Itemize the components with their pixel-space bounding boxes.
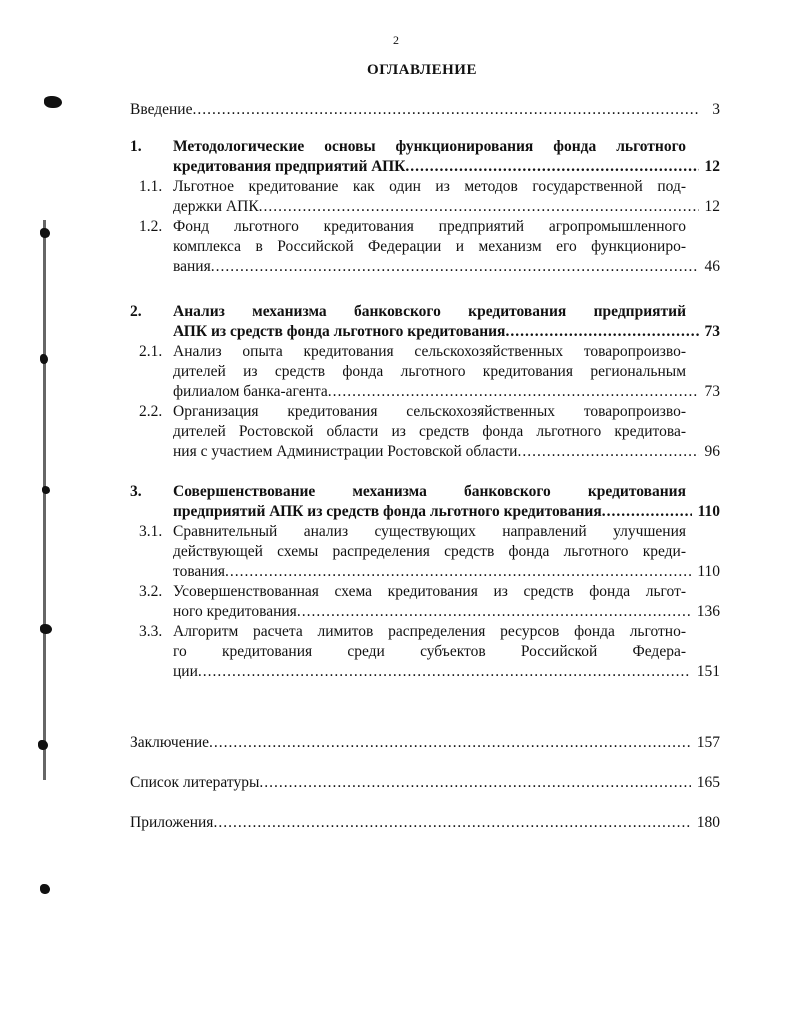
leader-dots: [209, 732, 691, 754]
toc-entry-intro[interactable]: [130, 99, 720, 121]
section-number: 3.2.: [139, 583, 163, 600]
section-title: держки АПК: [173, 198, 259, 215]
leader-dots: [328, 381, 699, 403]
leader-dots: [192, 99, 700, 121]
toc-entry-label: Приложения: [130, 814, 214, 831]
chapter-title: Анализ механизма банковского кредитования предприятий: [173, 303, 686, 320]
section-title: го кредитования среди субъектов Российской Федера-: [173, 643, 686, 660]
section-title: филиалом банка-агента: [173, 383, 328, 400]
toc-entry-page: 180: [696, 814, 720, 831]
section-number: 3.1.: [139, 523, 163, 540]
section-title: ции: [173, 663, 198, 680]
scan-mark: [40, 354, 48, 364]
chapter-number: 1.: [130, 138, 142, 155]
section-title: ния с участием Администрации Ростовской области: [173, 443, 518, 460]
toc-entry-page: 73: [704, 383, 720, 400]
leader-dots: [405, 156, 698, 178]
scan-mark: [38, 740, 48, 750]
toc-entry-references[interactable]: [130, 772, 720, 794]
section-title: Фонд льготного кредитования предприятий агропромышленного: [173, 218, 686, 235]
leader-dots: [225, 561, 691, 583]
toc-entry-section-3-2[interactable]: [173, 601, 720, 623]
toc-entry-page: 165: [696, 774, 720, 791]
toc-entry-conclusion[interactable]: [130, 732, 720, 754]
section-title: комплекса в Российской Федерации и механизм его функциониро-: [173, 238, 686, 255]
toc-entry-section-2-2[interactable]: [173, 441, 720, 463]
chapter-title: Совершенствование механизма банковского кредитования: [173, 483, 686, 500]
section-title: действующей схемы распределения средств фонда льготного креди-: [173, 543, 686, 560]
leader-dots: [198, 661, 691, 683]
scan-mark: [40, 228, 50, 238]
section-title: дителей Ростовской области из средств фонда льготного кредитова-: [173, 423, 686, 440]
section-title: тования: [173, 563, 226, 580]
leader-dots: [259, 772, 690, 794]
chapter-number: 2.: [130, 303, 142, 320]
section-title: дителей из средств фонда льготного кредитования региональным: [173, 363, 686, 380]
section-title: Льготное кредитование как один из методов государственной под-: [173, 178, 686, 195]
section-title: Организация кредитования сельскохозяйственных товаропроизво-: [173, 403, 686, 420]
toc-entry-page: 46: [704, 258, 720, 275]
toc-entry-section-1-1[interactable]: [173, 196, 720, 218]
section-title: вания: [173, 258, 211, 275]
leader-dots: [259, 196, 699, 218]
chapter-title: кредитования предприятий АПК: [173, 158, 406, 175]
toc-entry-page: 157: [696, 734, 720, 751]
toc-entry-chapter-2[interactable]: [173, 321, 720, 343]
chapter-title: Методологические основы функционирования фонда льготного: [173, 138, 686, 155]
section-number: 1.2.: [139, 218, 163, 235]
leader-dots: [211, 256, 699, 278]
scan-edge-line: [43, 220, 46, 780]
leader-dots: [602, 501, 692, 523]
section-number: 1.1.: [139, 178, 163, 195]
scan-mark: [40, 884, 50, 894]
section-number: 2.1.: [139, 343, 163, 360]
section-title: Алгоритм расчета лимитов распределения ресурсов фонда льготно-: [173, 623, 686, 640]
section-title: ного кредитования: [173, 603, 297, 620]
leader-dots: [213, 812, 690, 834]
toc-entry-label: Введение: [130, 101, 193, 118]
leader-dots: [517, 441, 698, 463]
toc-entry-page: 96: [704, 443, 720, 460]
toc-entry-page: 3: [712, 101, 720, 118]
section-title: Анализ опыта кредитования сельскохозяйственных товаропроизво-: [173, 343, 686, 360]
section-number: 3.3.: [139, 623, 163, 640]
toc-entry-chapter-3[interactable]: [173, 501, 720, 523]
toc-entry-section-2-1[interactable]: [173, 381, 720, 403]
scan-mark: [42, 486, 50, 494]
section-title: Сравнительный анализ существующих направлений улучшения: [173, 523, 686, 540]
toc-entry-label: Список литературы: [130, 774, 260, 791]
toc-entry-page: 136: [696, 603, 720, 620]
toc-entry-page: 12: [704, 198, 720, 215]
leader-dots: [505, 321, 698, 343]
toc-entry-page: 110: [697, 503, 720, 520]
toc-entry-chapter-1[interactable]: [173, 156, 720, 178]
section-title: Усовершенствованная схема кредитования из средств фонда льгот-: [173, 583, 686, 600]
toc-entry-page: 12: [704, 158, 720, 175]
toc-entry-appendices[interactable]: [130, 812, 720, 834]
leader-dots: [297, 601, 691, 623]
chapter-number: 3.: [130, 483, 142, 500]
page-title: ОГЛАВЛЕНИЕ: [367, 62, 477, 78]
scan-mark: [44, 96, 62, 108]
toc-entry-page: 73: [704, 323, 720, 340]
chapter-title: АПК из средств фонда льготного кредитования: [173, 323, 506, 340]
toc-entry-label: Заключение: [130, 734, 210, 751]
toc-entry-section-3-3[interactable]: [173, 661, 720, 683]
toc-entry-page: 110: [697, 563, 720, 580]
page-number: 2: [393, 33, 399, 47]
chapter-title: предприятий АПК из средств фонда льготного кредитования: [173, 503, 602, 520]
toc-entry-page: 151: [696, 663, 720, 680]
scan-mark: [40, 624, 52, 634]
section-number: 2.2.: [139, 403, 163, 420]
toc-entry-section-3-1[interactable]: [173, 561, 720, 583]
toc-entry-section-1-2[interactable]: [173, 256, 720, 278]
